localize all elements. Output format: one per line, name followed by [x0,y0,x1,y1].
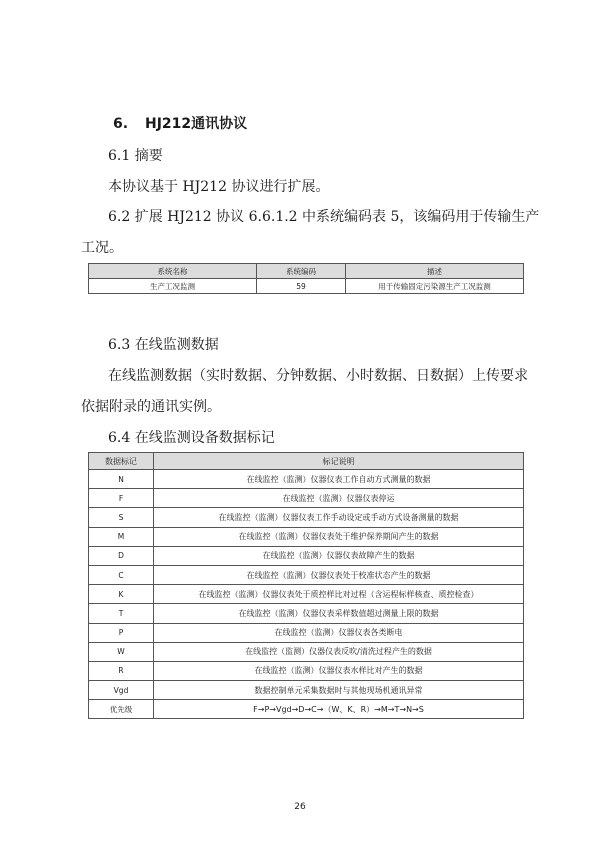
table-row [89,604,524,623]
table-row [89,623,524,642]
table-row [89,546,524,565]
flag-description: 在线监控（监测）仪器仪表工作手动设定或手动方式设备测量的数据 [154,508,524,527]
subsection-6-2-line2: 工况。 [81,240,123,256]
table-row [89,508,524,527]
page-number: 26 [294,802,306,812]
flag-description: 在线监控（监测）仪器仪表采样数值超过测量上限的数据 [154,604,524,623]
table-row [89,470,524,489]
subsection-6-2-line1: 6.2 扩展 HJ212 协议 6.6.1.2 中系统编码表 5，该编码用于传输生产 [108,209,540,225]
table-row [89,661,524,680]
table-row [89,565,524,584]
flag-code: S [89,508,154,527]
flag-description: 在线监控（监测）仪器仪表故障产生的数据 [154,546,524,565]
table-header-cell: 标记说明 [154,453,524,470]
table-header-cell: 系统编码 [257,264,346,279]
table-header-cell: 描述 [346,264,524,279]
subsection-6-1-heading: 6.1 摘要 [108,148,163,164]
subsection-6-4-heading: 6.4 在线监测设备数据标记 [108,430,275,446]
flag-code: C [89,565,154,584]
flag-code: P [89,623,154,642]
section-title: HJ212通讯协议 [145,116,248,132]
flag-description: 数据控制单元采集数据时与其他现场机通讯异常 [154,681,524,700]
table-cell: 59 [257,279,346,294]
table-cell: 生产工况监测 [89,279,257,294]
flag-code: W [89,642,154,661]
subsection-6-3-heading: 6.3 在线监测数据 [108,337,219,353]
table-row [89,681,524,700]
data-flag-table [88,452,524,719]
subsection-6-3-line1: 在线监测数据（实时数据、分钟数据、小时数据、日数据）上传要求 [108,368,528,384]
flag-description: 在线监控（监测）仪器仪表各类断电 [154,623,524,642]
flag-code: K [89,585,154,604]
flag-code: Vgd [89,681,154,700]
table-row [89,527,524,546]
flag-description: F→P→Vgd→D→C→（W、K、R）→M→T→N→S [154,700,524,719]
table-header-cell: 数据标记 [89,453,154,470]
flag-code: R [89,661,154,680]
subsection-6-3-line2: 依据附录的通讯实例。 [81,399,221,415]
section-heading [113,113,247,133]
flag-description: 在线监控（监测）仪器仪表处于质控样比对过程（含运程标样核查、质控检查） [154,585,524,604]
flag-code: D [89,546,154,565]
table-row [89,489,524,508]
system-code-table [88,263,524,294]
table-header-cell: 系统名称 [89,264,257,279]
flag-description: 在线监控（监测）仪器仪表停运 [154,489,524,508]
flag-code: N [89,470,154,489]
flag-code: 优先级 [89,700,154,719]
table-header-row [89,453,524,470]
flag-code: T [89,604,154,623]
flag-description: 在线监控（监测）仪器仪表处于校准状态产生的数据 [154,565,524,584]
table-row [89,700,524,719]
table-row [89,279,524,294]
table-header-row [89,264,524,279]
flag-description: 在线监控（监测）仪器仪表反吹/清洗过程产生的数据 [154,642,524,661]
flag-description: 在线监控（监测）仪器仪表处于维护保养期间产生的数据 [154,527,524,546]
flag-description: 在线监控（监测）仪器仪表工作自动方式测量的数据 [154,470,524,489]
table-row [89,585,524,604]
table-row [89,642,524,661]
subsection-6-1-body: 本协议基于 HJ212 协议进行扩展。 [108,179,330,195]
flag-description: 在线监控（监测）仪器仪表水样比对产生的数据 [154,661,524,680]
section-number: 6. [113,116,129,132]
table-cell: 用于传输固定污染源生产工况监测 [346,279,524,294]
flag-code: F [89,489,154,508]
flag-code: M [89,527,154,546]
